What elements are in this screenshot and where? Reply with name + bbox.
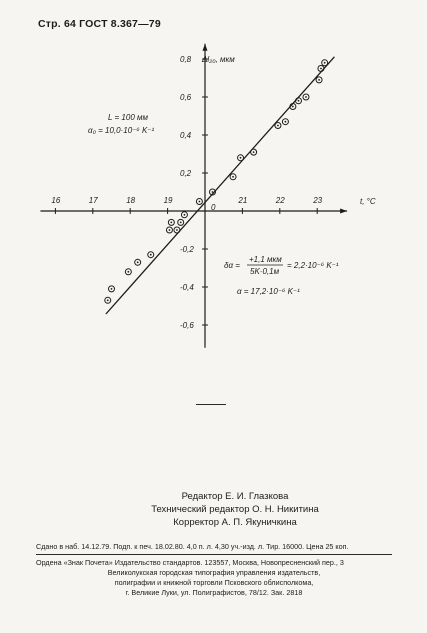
imprint-line-5: г. Великие Луки, ул. Полиграфистов, 78/12. Зак. 2818 [125,588,303,597]
data-point-center [127,271,129,273]
y-axis-arrow [203,44,208,51]
data-point-center [240,157,242,159]
data-point-center [137,261,139,263]
data-point-center [212,191,214,193]
data-point-center [176,229,178,231]
data-point-center [232,176,234,178]
origin-label: 0 [211,203,216,212]
y-tick-label: 0,4 [180,131,192,140]
x-tick-label: 16 [51,196,61,205]
fit-line [106,57,335,314]
y-tick-label: -0,6 [180,321,194,330]
data-point-center [305,96,307,98]
data-point-center [150,254,152,256]
y-tick-label: 0,8 [180,55,192,64]
data-point-center [277,125,279,127]
y-tick-label: -0,4 [180,283,194,292]
data-point-center [320,68,322,70]
x-tick-label: 21 [238,196,248,205]
imprint-line-1: Сдано в наб. 14.12.79. Подп. к печ. 18.02.80. 4,0 п. л. 4,30 уч.-изд. л. Тир. 16000. Цена 25 коп. [36,542,349,551]
x-tick-label: 23 [313,196,323,205]
credits-block [120,490,350,529]
x-axis-arrow [340,209,347,214]
annotation-delta-alpha-numerator: +1,1 мкм [249,255,282,264]
page-header: Стр. 64 ГОСТ 8.367—79 [38,18,161,30]
imprint-rule [36,554,392,555]
x-tick-label: 17 [88,196,98,205]
data-point-center [111,288,113,290]
data-point-center [285,121,287,123]
data-point-center [107,299,109,301]
annotation-delta-alpha-denominator: 5K·0,1м [250,267,280,276]
y-tick-label: 0,6 [180,93,192,102]
fit-line-group [106,57,335,314]
credit-editor: Редактор Е. И. Глазкова [181,491,289,502]
data-point-center [170,222,172,224]
data-point-center [298,100,300,102]
data-point-center [180,222,182,224]
data-point-center [184,214,186,216]
chart-axes [40,44,347,348]
separator-rule [196,404,226,405]
imprint-block [36,542,392,598]
data-point-center [292,106,294,108]
annotation-length: L = 100 мм [108,113,148,122]
imprint-line-2: Ордена «Знак Почета» Издательство стандартов. 123557, Москва, Новопресненский пер., 3 [36,558,344,567]
data-point-center [198,201,200,203]
x-tick-label: 19 [163,196,173,205]
annotation-delta-alpha-prefix: δα = [224,261,240,270]
x-tick-label: 22 [275,196,285,205]
annotation-alpha: α = 17,2·10⁻⁶ K⁻¹ [237,287,300,296]
annotation-alpha0: α₀ = 10,0·10⁻⁶ K⁻¹ [88,126,155,135]
data-point-center [169,229,171,231]
credit-tech-editor: Технический редактор О. Н. Никитина [151,504,319,515]
imprint-line-3: Великолукская городская типография управления издательств, [107,568,321,577]
annotation-delta-alpha-result: = 2,2·10⁻⁶ K⁻¹ [287,261,339,270]
credit-corrector: Корректор А. П. Якуничкина [173,517,297,528]
y-tick-label: 0,2 [180,169,192,178]
data-point-center [253,151,255,153]
x-tick-label: 18 [126,196,136,205]
data-point-center [324,62,326,64]
imprint-line-4: полиграфии и книжной торговли Псковского облисполкома, [114,578,314,587]
y-axis-label: Δl₂₀, мкм [202,55,235,64]
x-axis-label: t, °C [360,197,376,206]
data-point-center [318,79,320,81]
y-tick-label: -0,2 [180,245,194,254]
